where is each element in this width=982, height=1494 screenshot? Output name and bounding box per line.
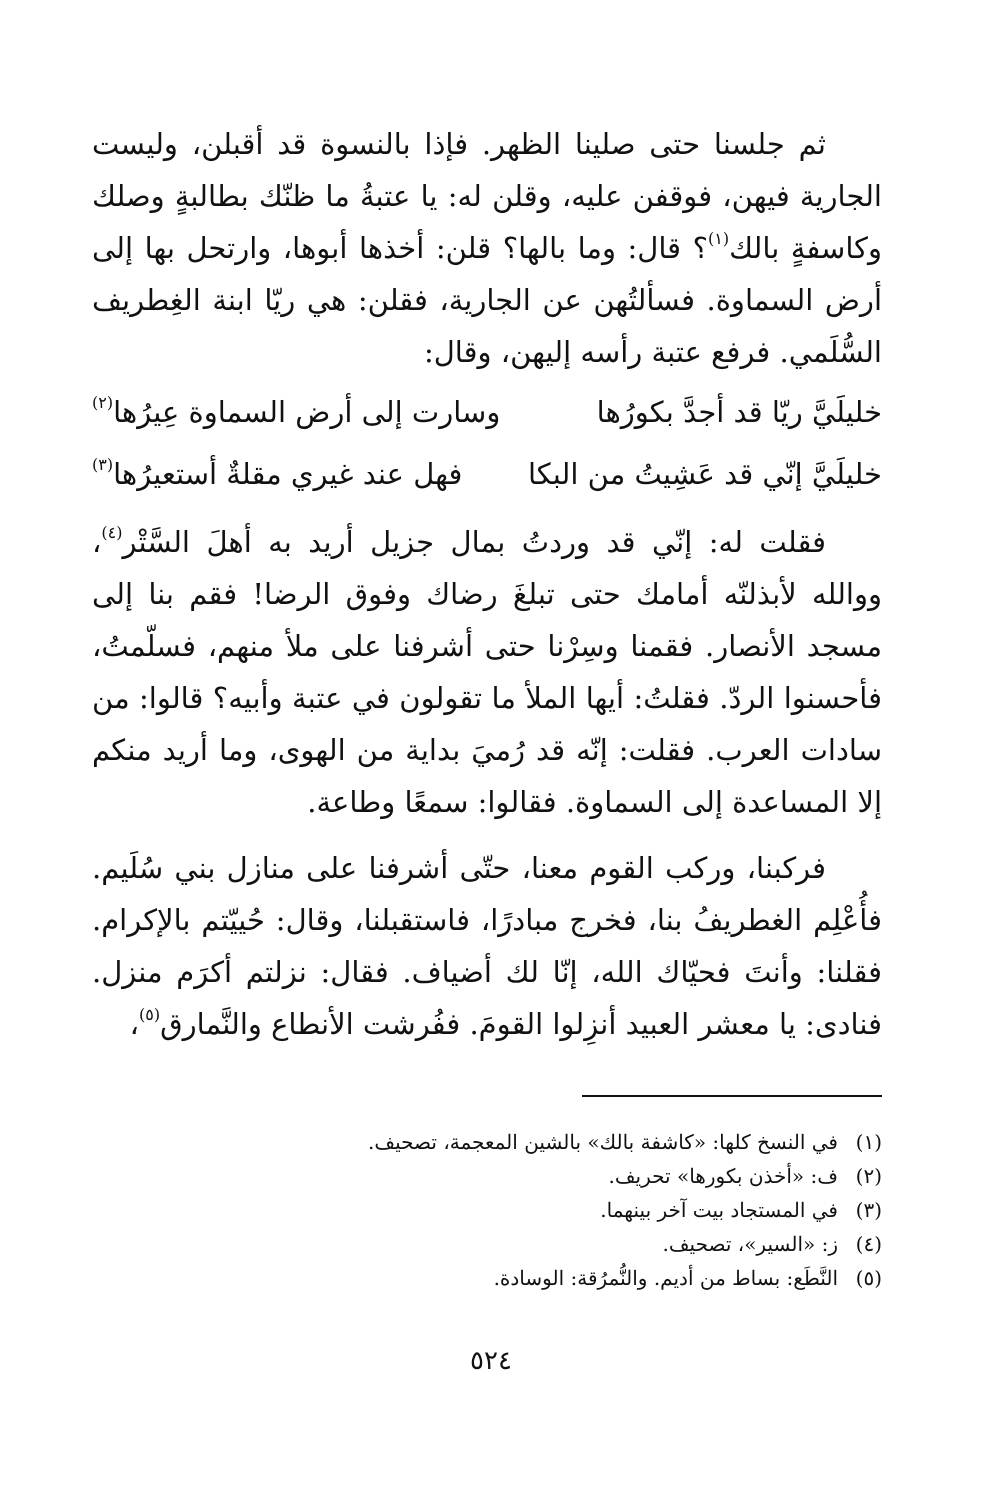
paragraph-2-text-rest: ، ووالله لأبذلنّه أمامك حتى تبلغَ رضاك وفوق الرضا! فقم بنا إلى مسجد الأنصار. فقمنا وسِرْنا حتى أشرفنا على ملأ منهم، فسلّمتُ، فأحسنوا الردّ. فقلتُ: أيها الملأ ما تقولون في عتبة وأبيه؟ قالوا: من سادات العرب. فقلت: إنّه قد رُميَ بداية من الهوى، وما أريد منكم إلا المساعدة إلى السماوة. فقالوا: سمعًا وطاعة. <box>92 525 882 819</box>
footnotes-section <box>92 1095 882 1295</box>
footnote-ref-2[interactable]: (٢) <box>92 393 114 412</box>
verse-2 <box>92 454 882 494</box>
footnote-3-number: (٣) <box>855 1198 882 1222</box>
footnote-4-number: (٤) <box>855 1232 882 1256</box>
paragraph-2-text: فقلت له: إنّي قد وردتُ بمال جزيل أريد به أهلَ السَّتْر <box>122 525 826 559</box>
footnote-ref-4[interactable]: (٤) <box>101 523 123 542</box>
paragraph-1 <box>92 118 882 378</box>
footnote-divider <box>582 1095 882 1097</box>
footnote-2-text: ف: «أخذن بكورها» تحريف. <box>608 1164 838 1188</box>
footnote-3 <box>92 1193 882 1227</box>
footnote-2 <box>92 1159 882 1193</box>
verse-2-second-hemistich-wrap <box>92 454 462 494</box>
page-number: ٥٢٤ <box>470 1346 512 1376</box>
verse-1 <box>92 392 882 432</box>
footnote-3-text: في المستجاد بيت آخر بينهما. <box>600 1198 838 1222</box>
verse-1-second-hemistich-wrap <box>92 392 500 432</box>
footnote-4-text: ز: «السير»، تصحيف. <box>662 1232 838 1256</box>
paragraph-2 <box>92 516 882 828</box>
footnote-1 <box>92 1125 882 1159</box>
paragraph-3-text: فركبنا، وركب القوم معنا، حتّى أشرفنا على منازل بني سُلَيم. فأُعْلِم الغطريفُ بنا، فخرج مبادرًا، فاستقبلنا، وقال: حُييّتم بالإكرام. فقلنا: وأنتَ فحيّاك الله، إنّا لك أضياف. فقال: نزلتم أكرَم منزل. فنادى: يا معشر العبيد أنزِلوا القومَ. ففُرشت الأنطاع والنَّمارق <box>92 851 882 1041</box>
paragraph-3-text-rest: ، <box>129 1007 140 1041</box>
footnote-2-number: (٢) <box>855 1164 882 1188</box>
verse-2-first-hemistich: خليلَيَّ إنّي قد عَشِيتُ من البكا <box>527 457 882 491</box>
footnote-5-text: النَّطَع: بساط من أديم. والنُّمرُقة: الوسادة. <box>493 1266 838 1290</box>
footnote-ref-5[interactable]: (٥) <box>139 1005 161 1024</box>
paragraph-1-text-rest: ؟ قال: وما بالها؟ قلن: أخذها أبوها، وارتحل بها إلى أرض السماوة. فسألتُهن عن الجارية، فقلن: هي ريّا ابنة الغِطريف السُّلَمي. فرفع عتبة رأسه إليهن، وقال: <box>92 231 882 369</box>
footnote-1-number: (١) <box>855 1130 882 1154</box>
footnote-5 <box>92 1261 882 1295</box>
verse-1-second-hemistich: وسارت إلى أرض السماوة عِيرُها <box>113 395 501 429</box>
verse-2-second-hemistich: فهل عند غيري مقلةٌ أستعيرُها <box>113 457 463 491</box>
footnote-ref-3[interactable]: (٣) <box>92 455 114 474</box>
footnote-1-text: في النسخ كلها: «كاشفة بالك» بالشين المعجمة، تصحيف. <box>368 1130 838 1154</box>
footnote-4 <box>92 1227 882 1261</box>
footnote-ref-1[interactable]: (١) <box>708 229 730 248</box>
paragraph-1-text: ثم جلسنا حتى صلينا الظهر. فإذا بالنسوة قد أقبلن، وليست الجارية فيهن، فوقفن عليه، وقلن له: يا عتبةُ ما ظنّك بطالبةٍ وصلك وكاسفةٍ بالك <box>92 127 882 265</box>
main-text <box>92 118 882 1064</box>
footnote-5-number: (٥) <box>855 1266 882 1290</box>
verse-1-first-hemistich: خليلَيَّ ريّا قد أجدَّ بكورُها <box>596 395 882 429</box>
paragraph-3 <box>92 842 882 1050</box>
